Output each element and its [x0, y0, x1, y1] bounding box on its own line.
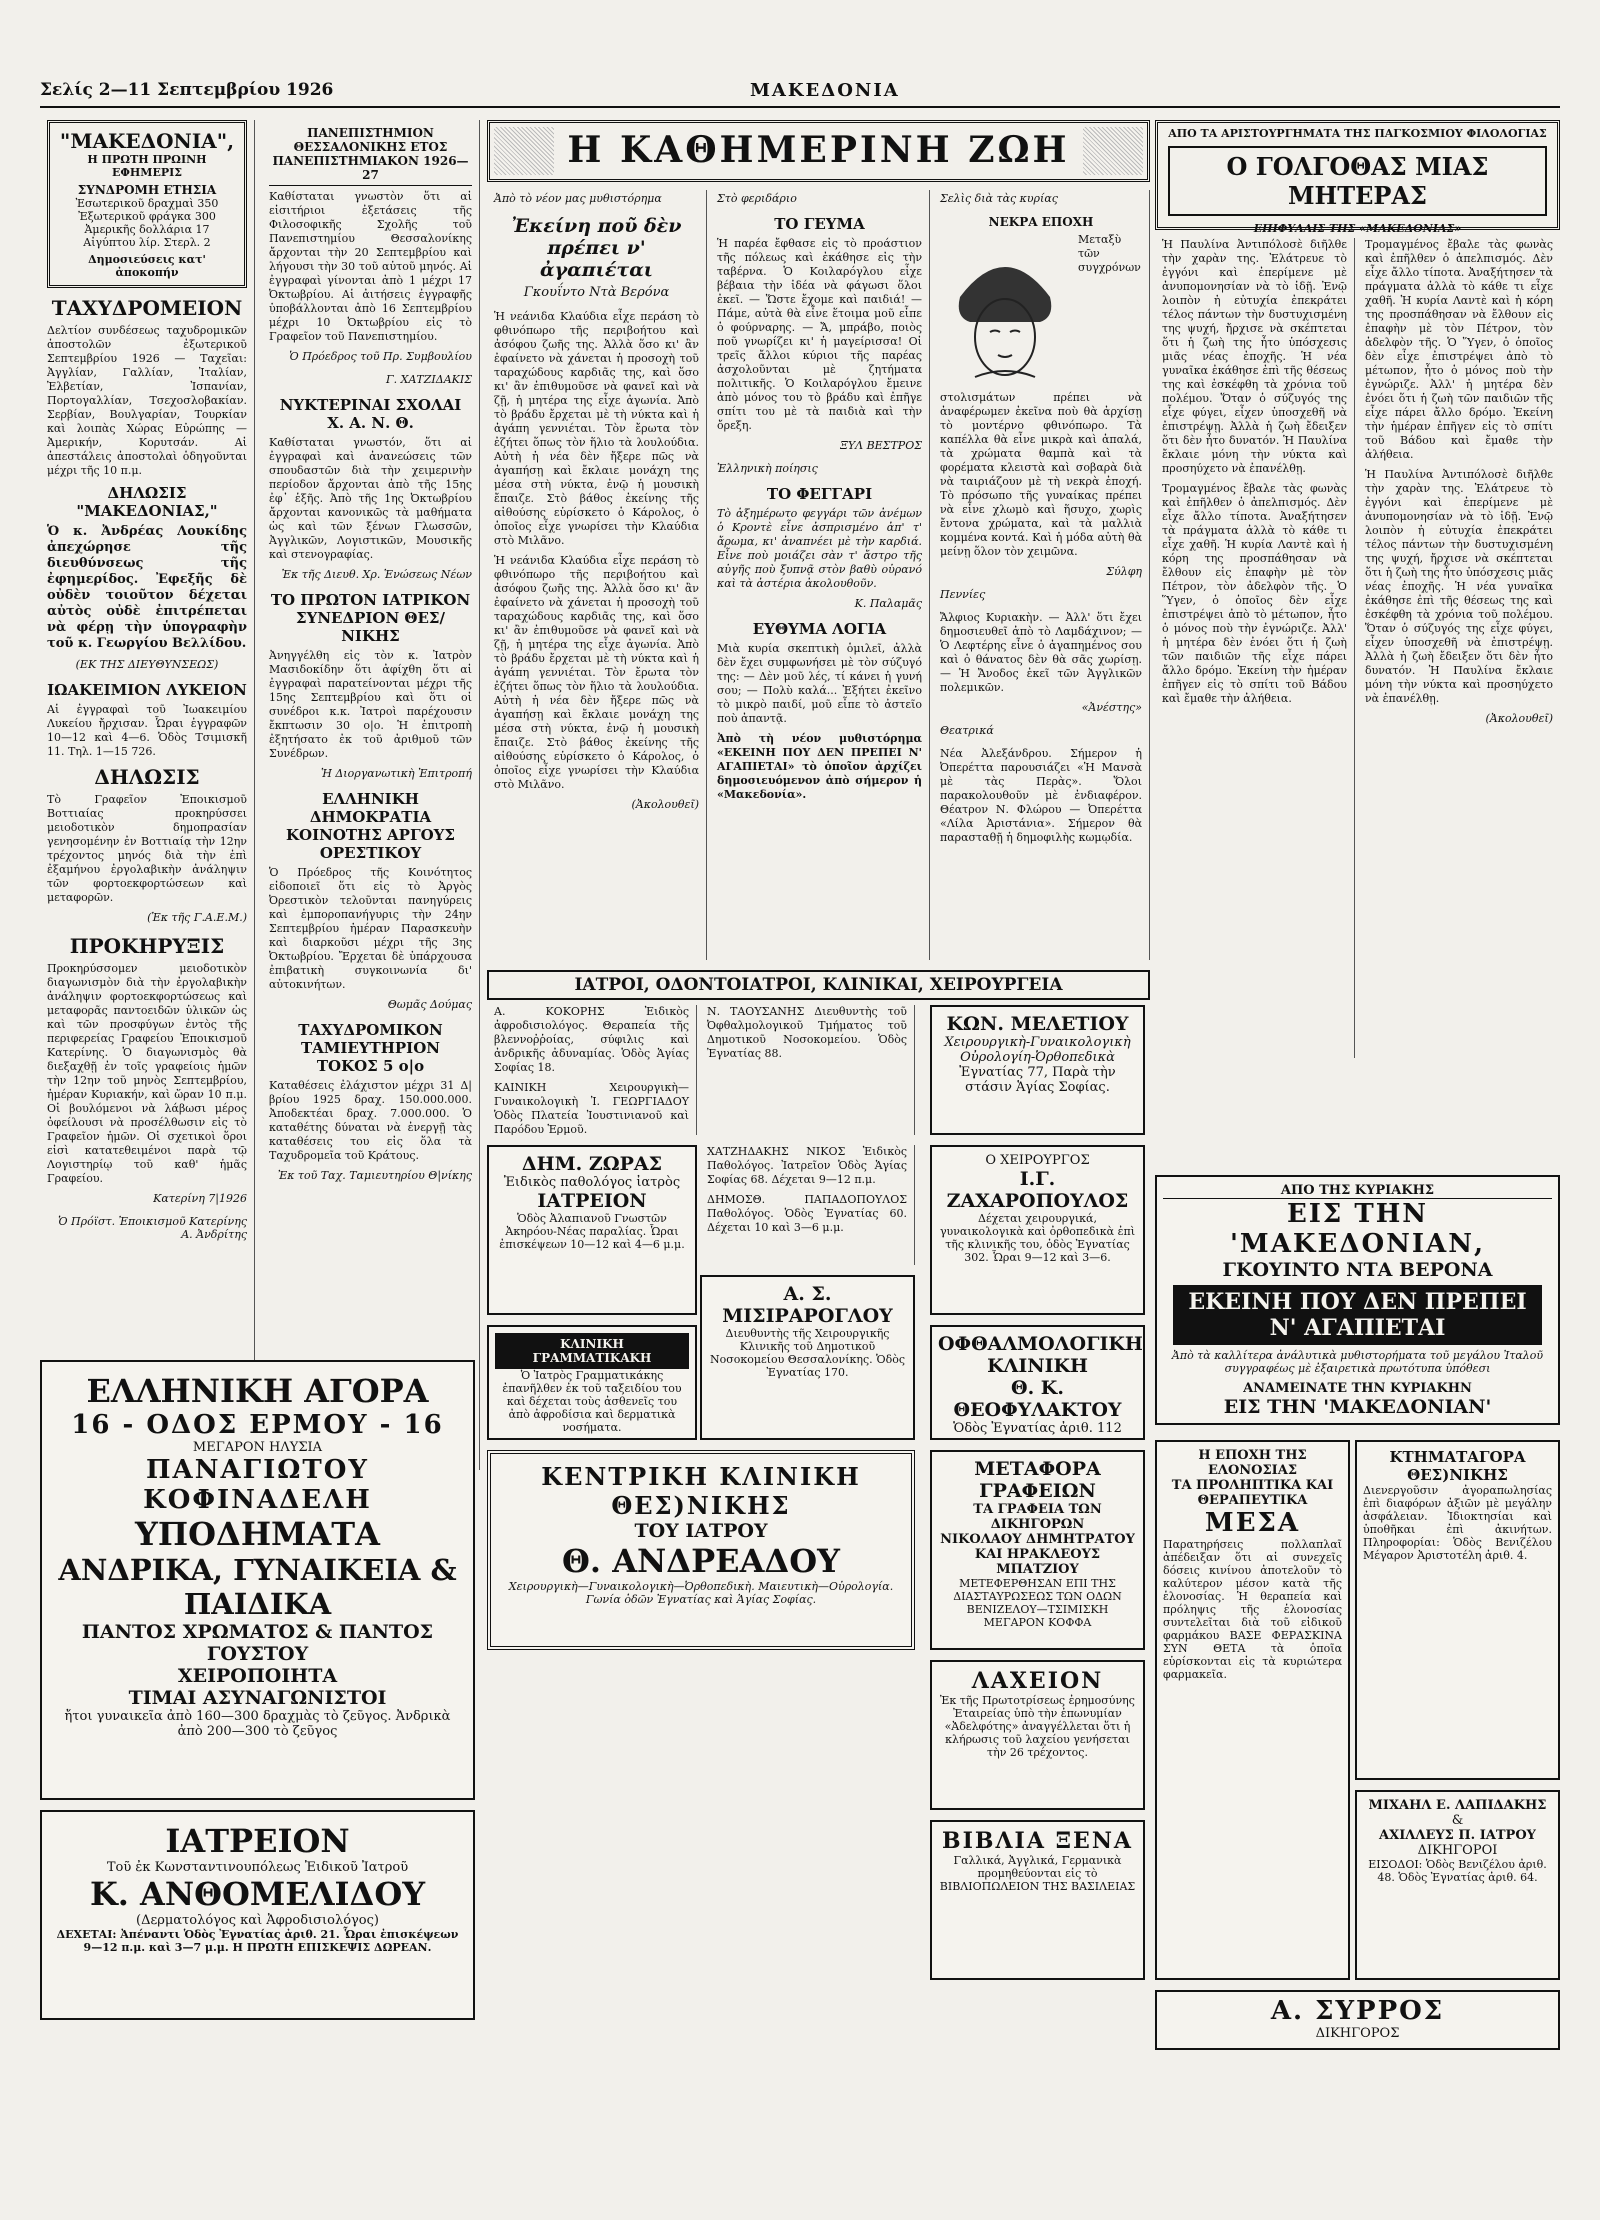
doc2: Ν. ΤΑΟΥΣΑΝΗΣ Διευθυντὴς τοῦ Ὀφθαλμολογικοῦ Τμήματος τοῦ Δημοτικοῦ Νοσοκομείου. Ὁδὸς Ἐγνατίας 88. [707, 1005, 907, 1060]
b-sig: ΞΥΛ ΒΕΣΤΡΟΣ [840, 439, 922, 452]
tok-sig: Ἐκ τοῦ Ταχ. Ταμιευτηρίου Θ|νίκης [277, 1169, 472, 1182]
prok-text: Προκηρύσσομεν μειοδοτικὸν διαγωνισμὸν διὰ τὴν ἐργολαβικὴν ἀνάληψιν φορτοεκφορτώσεως καὶ μεταφορᾶς παντοειδῶν ὑλικῶν ὡς καὶ τῶν προσφύγων ἐντὸς τῆς περιφερείας Γραφείου Ἐποικισμοῦ Κατερίνης. Ὁ διαγωνισμὸς θὰ διεξαχθῇ ἐν τοῖς γραφείοις ἡμῶν τὴν 12ην τοῦ μηνὸς Σεπτεμβρίου, ἡμέραν Κυριακήν, καὶ ὥραν 10 π.μ. Οἱ βουλόμενοι νὰ λάβωσι μέρος ὀφείλουσι νὰ προσέλθωσιν εἰς τὸ Γραφεῖον ἡμῶν. Οἱ σχετικοὶ ὅροι εἰσὶ κατατεθειμένοι παρὰ τῷ Λογιστηρίῳ τοῦ καθ' ἡμᾶς Γραφείου. [47, 962, 247, 1185]
agora-l4: ΠΑΝΑΓΙΩΤΟΥ ΚΟΦΙΝΑΔΕΛΗ [143, 1455, 372, 1515]
met-l4: ΜΕΤΕΦΕΡΘΗΣΑΝ ΕΠΙ ΤΗΣ ΔΙΑΣΤΑΥΡΩΣΕΩΣ ΤΩΝ ΟΔΩΝ ΒΕΝΙΖΕΛΟΥ—ΤΣΙΜΙΣΚΗ ΜΕΓΑΡΟΝ ΚΟΦΦΑ [953, 1577, 1122, 1629]
zacharopoulos-ad [930, 1145, 1145, 1315]
med-l1: Η ΕΠΟΧΗ ΤΗΣ ΕΛΟΝΟΣΙΑΣ [1198, 1448, 1307, 1478]
zoras-l3: ΙΑΤΡΕΙΟΝ [537, 1190, 647, 1212]
ktim-l2: Διενεργοῦσιν ἀγοραπωλησίας ἐπὶ διαφόρων ἀξιῶν μὲ μεγάλην ἀσφάλειαν. Ἰδιοκτησίαι καὶ ὑποθῆκαι ἐπὶ ἀκινήτων. Πληροφορίαι: Ὁδὸς Βενιζέλου Μέγαρον Ἀριστοτέλη ἀριθ. 4. [1363, 1484, 1552, 1562]
dilosis-title: ΔΗΛΩΣΙΣ "ΜΑΚΕΔΟΝΙΑΣ," [76, 484, 218, 520]
laxeion-ad [930, 1660, 1145, 1810]
verona-l1: ΑΠΟ ΤΗΣ ΚΥΡΙΑΚΗΣ [1163, 1183, 1552, 1199]
zach-l2: Ι.Γ. ΖΑΧΑΡΟΠΟΥΛΟΣ [946, 1168, 1129, 1212]
met-l2: ΤΑ ΓΡΑΦΕΙΑ ΤΩΝ ΔΙΚΗΓΟΡΩΝ [973, 1502, 1102, 1532]
mis-l2: Διευθυντὴς τῆς Χειρουργικῆς Κλινικῆς τοῦ Δημοτικοῦ Νοσοκομείου Θεσσαλονίκης. Ὁδὸς Ἐγνατίας 170. [709, 1327, 906, 1379]
lap-l1: ΜΙΧΑΗΛ Ε. ΛΑΠΙΔΑΚΗΣ [1368, 1798, 1547, 1813]
med-l3: ΜΕΣΑ [1204, 1508, 1301, 1538]
uni-date: Ὁ Πρόεδρος τοῦ Πρ. Συμβουλίου [289, 350, 472, 363]
lap-l3: ΑΧΙΛΛΕΥΣ Π. ΙΑΤΡΟΥ [1379, 1828, 1536, 1843]
doc1: Α. ΚΟΚΟΡΗΣ Ἐιδικὸς ἀφροδισιολόγος. Θεραπεία τῆς βλεννοῤῥοίας, σύφιλις καὶ ἀνδρικῆς ἀδυναμίας. Ὁδὸς Ἁγίας Σοφίας 18. [494, 1005, 689, 1074]
f-kicker: Πεννίες [940, 588, 986, 601]
post-title: ΤΑΧΥΔΡΟΜΕΙΟΝ [51, 296, 243, 320]
golgo-sub: ΕΠΙΦΥΛΛΙΣ ΤΗΣ «ΜΑΚΕΔΟΝΙΑΣ» [1253, 222, 1462, 235]
iatr-title: ΤΟ ΠΡΩΤΟΝ ΙΑΤΡΙΚΟΝ ΣΥΝΕΔΡΙΟΝ ΘΕΣ/ΝΙΚΗΣ [270, 591, 471, 645]
mel-l1: ΚΩΝ. ΜΕΛΕΤΙΟΥ [946, 1013, 1129, 1035]
night-sig: Ἐκ τῆς Διευθ. Χρ. Ἑνώσεως Νέων [281, 568, 472, 581]
vivl-l2: Γαλλικά, Ἀγγλικά, Γερμανικὰ προμηθεύονται εἰς τὸ ΒΙΒΛΙΟΠΩΛΕΙΟΝ ΤΗΣ ΒΑΣΙΛΕΙΑΣ [939, 1854, 1136, 1893]
tok-title: ΤΑΧΥΔΡΟΜΙΚΟΝ ΤΑΜΙΕΥΤΗΡΙΟΝ ΤΟΚΟΣ 5 ο|ο [298, 1021, 443, 1075]
ofth-l3: Ὁδὸς Ἐγνατίας ἀριθ. 112 [953, 1421, 1122, 1436]
g-kicker: Θεατρικά [940, 724, 994, 737]
night-text: Καθίσταται γνωστόν, ὅτι αἱ ἐγγραφαὶ καὶ ἀνανεώσεις τῶν σπουδαστῶν διὰ τὴν χειμερινὴν περίοδον ἄρχονται ἀπὸ τῆς 15ης ἐφ᾽ ἑξῆς. Ἀπὸ τῆς 1ης Ὀκτωβρίου ἄρχονται κανονικῶς τὰ μαθήματα ὡς καὶ τῶν ξένων Γλωσσῶν, Ἀγγλικῶν, Λογιστικῶν, Μουσικῆς καὶ στενογραφίας. [269, 436, 472, 561]
a-text-2: Ἡ νεάνιδα Κλαύδια εἶχε περάση τὸ φθινόπωρο τῆς περιβοήτου καὶ ἀσόφου ζωῆς της. Ἀλλὰ ὅσο κι' ἂν ἐφαίνετο νὰ χάνεται ἡ προσοχὴ τοῦ ταραχώδους καρδιᾶς της, καὶ ὅσο κι' ἂν ἐπιθυμοῦσε νὰ φανεῖ καὶ νὰ ζῇ, ἡ μητέρα της εἶχε ἀγωνία. Ἀπὸ τὸ βράδυ ἔρχεται μὲ τὴ νύκτα καὶ ἡ ἀγάπη γεννιέται. Τὸν ἔρωτα τὸν ἐζήτει ὅπως τὸν ἥλιο τὰ λουλούδια. Αὐτὴ ἡ νέα δὲν ἤξερε πῶς νὰ ἀγαπήσῃ καὶ ἔκλαιε μονάχη της μέσα στὴ νύκτα, ἐνῷ ἡ μουσικὴ ἔπαιζε. Στὸ βάθος ἐκείνης τῆς αἰθούσης εὑρίσκετο ὁ Κάρολος, ὁ ὁποῖος εἶχε γνωρίσει τὴν Κλαύδια στὸ Μιλᾶνο. [494, 554, 699, 791]
dilosis2-text: Τὸ Γραφεῖον Ἐποικισμοῦ Βοττιαίας προκηρύσσει μειοδοτικὸν δημοπρασίαν γενησομένην ἐν Βοττιαίᾳ τὴν 12ην τρέχοντος μηνός διὰ τὴν ἐπὶ ἐξαμήνου ἐργολαβικὴν ἀνάληψιν τῶν φορτοεκφορτώσεων καὶ μεταφορῶν. [47, 793, 247, 904]
mel-l3: Ἐγνατίας 77, Παρὰ τὴν στάσιν Ἁγίας Σοφίας. [959, 1065, 1116, 1095]
katz: ΧΑΤΖΗΔΑΚΗΣ ΝΙΚΟΣ Ἐιδικὸς Παθολόγος. Ἰατρεῖον Ὁδὸς Ἁγίας Σοφίας 68. Δέχεται 9—12 π.μ. [707, 1145, 907, 1186]
agora-l9: ΤΙΜΑΙ ΑΣΥΝΑΓΩΝΙΣΤΟΙ [128, 1687, 387, 1709]
agora-l3: ΜΕΓΑΡΟΝ ΗΛΥΣΙΑ [192, 1440, 323, 1455]
med-l4: Παρατηρήσεις πολλαπλαῖ ἀπέδειξαν ὅτι αἱ συνεχεῖς δόσεις κινίνου ἀποτελοῦν τὸ καλύτερον μέσον κατὰ τῆς ἑλονοσίας. Ἡ θεραπεία καὶ πρόληψις τῆς ἑλονοσίας συντελεῖται διὰ τοῦ εἰδικοῦ φαρμάκου ΒΑΣΕ ΦΕΡΑΣΚΙΝΑ ΣΥΝ ΘΕΤΑ τὰ ὁποῖα εὑρίσκονται εἰς τὰ κυριώτερα φαρμακεῖα. [1163, 1538, 1342, 1681]
column-2 [262, 120, 480, 1470]
vivl-l1: ΒΙΒΛΙΑ ΞΕΝΑ [942, 1828, 1133, 1854]
newspaper-name: ΜΑΚΕΔΟΝΙΑ [750, 80, 900, 101]
iatreion-ad [40, 1810, 475, 2020]
golgo-kicker: ΑΠΟ ΤΑ ΑΡΙΣΤΟΥΡΓΗΜΑΤΑ ΤΗΣ ΠΑΓΚΟΣΜΙΟΥ ΦΙΛΟΛΟΓΙΑΣ [1168, 127, 1547, 140]
golgo-title: Ο ΓΟΛΓΟΘΑΣ ΜΙΑΣ ΜΗΤΕΡΑΣ [1168, 146, 1547, 216]
doc-col-1 [487, 1005, 697, 1135]
lap-l2: & [1451, 1813, 1464, 1828]
lyceum-title: ΙΩΑΚΕΙΜΙΟΝ ΛΥΚΕΙΟΝ [47, 681, 247, 699]
dilosis-sig: (ΕΚ ΤΗΣ ΔΙΕΥΘΥΝΣΕΩΣ) [75, 658, 219, 671]
issue-date: Σελίς 2—11 Σεπτεμβρίου 1926 [40, 80, 334, 100]
uni-text: Καθίσταται γνωστὸν ὅτι αἱ εἰσιτήριοι ἐξετάσεις τῆς Φιλοσοφικῆς Σχολῆς τοῦ Πανεπιστημίου Θεσσαλονίκης ἄρχονται τὴν 20 Σεπτεμβρίου καὶ λήγουσι τὴν 30 τοῦ αὐτοῦ μηνός. Αἱ ἐγγραφαὶ γίνονται ἀπὸ 1 μέχρι 17 Ὀκτωβρίου. Αἱ ἀιτήσεις ἐγγραφῆς ὑποβάλλονται ἀπὸ 16 Σεπτεμβρίου μέχρι 10 Ὀκτωβρίου εἰς τὸ Γραφεῖον τοῦ Πανεπιστημίου. [269, 190, 472, 343]
golgo-text-1b: Τρομαγμένος ἔβαλε τὰς φωνὰς καὶ ἐπῆλθεν ὁ ἀπελπισμός. Δὲν εἶχε ἄλλο τίποτα. Ἀναξήτησεν τὰ πράγματα ἀλλὰ τὸ κάθε τι εἶχε χαθῆ. Ἡ κυρία Λαντὲ καὶ ἡ κόρη της προσπάθησαν νὰ ἔλθουν εἰς ἐπαφὴν μὲ τὸν Πέτρον, τὸν ἀδελφὸν τῆς. Ὁ Ὕγεν, ὁ ὁποῖος δὲν εἶχε ἐπιστρέψει ἀπὸ τὸ μέτωπον, ἦτο ὁ μόνος ποὺ τὴν ἐγνώριζε. Ἀλλ' ἡ μητέρα δὲν ἐνόει ὅτι ἡ ζωὴ τῶν παιδιῶν τῆς εἶχε πάρει ἄλλο δρόμο. Ἐκείνη τὴν ἡμέραν ἐπῆγεν εἰς τὸ σπίτι τοῦ Βάδου καὶ ἔμαθε τὴν ἀλήθεια. [1162, 482, 1347, 705]
sub-line: Ἀμερικῆς δολλάρια 17 [84, 223, 210, 236]
syr-l2: ΔΙΚΗΓΟΡΟΣ [1315, 2026, 1400, 2041]
prok-title: ΠΡΟΚΗΡΥΞΙΣ [69, 934, 225, 958]
agora-l2: 16 - ΟΔΟΣ ΕΡΜΟΥ - 16 [71, 1410, 444, 1440]
zoi-title: Η ΚΑΘΗΜΕΡΙΝΗ ΖΩΗ [567, 129, 1070, 171]
d-title: ΕΥΘΥΜΑ ΛΟΓΙΑ [752, 620, 887, 638]
mis-l1: Α. Σ. ΜΙΣΙΡΑΡΟΓΛΟΥ [722, 1283, 893, 1327]
ofth-ad [930, 1325, 1145, 1440]
vivlia-ad [930, 1820, 1145, 1980]
tok-text: Καταθέσεις ἐλάχιστον μέχρι 31 Δ|βρίου 1925 δραχ. 150.000.000. Ἀποδεκτέαι δραχ. 7.000.000. Ὁ καταθέτης δύναται νὰ ἐνεργῇ τὰς καταθέσεις του εἰς ὅλα τὰ Ταχυδρομεῖα τοῦ Κράτους. [269, 1079, 472, 1162]
c-kicker: Ἑλληνικὴ ποίησις [717, 462, 818, 475]
gram-ad [487, 1325, 697, 1440]
a-sig: (Ἀκολουθεῖ) [631, 798, 699, 811]
dilosis2-sig: (Ἐκ τῆς Γ.Α.Ε.Μ.) [147, 911, 247, 924]
meletiou-ad [930, 1005, 1145, 1135]
mel-l2: Χειρουργικὴ-Γυναικολογικὴ Οὐρολογίη-Ὀρθοπεδικὰ [944, 1035, 1131, 1065]
a-kicker: Ἀπὸ τὸ νέον μας μυθιστόρημα [494, 192, 662, 205]
c-sig: Κ. Παλαμᾶς [854, 597, 922, 610]
iatreion-l4: (Δερματολόγος καὶ Ἀφροδισιολόγος) [136, 1913, 379, 1928]
doctors-header [487, 970, 1150, 1000]
doc-header-text: ΙΑΤΡΟΙ, ΟΔΟΝΤΟΙΑΤΡΟΙ, ΚΛΙΝΙΚΑΙ, ΧΕΙΡΟΥΡΓΕΙΑ [574, 975, 1063, 995]
zoi-column-c [933, 190, 1150, 960]
zoi-column-a [487, 190, 707, 960]
iatreion-l3: Κ. ΑΝΘΟΜΕΛΙΔΟΥ [89, 1875, 426, 1913]
dilosis-text: Ὁ κ. Ἀνδρέας Λουκίδης ἀπεχώρησε τῆς διευθύνσεως τῆς ἐφημερίδος. Ἐφεξῆς δὲ οὐδὲν τοιοῦτον δέχεται αὐτὸς οὐδὲ ἐπιτρέπεται νὰ φέρῃ τὴν ὑπογραφὴν τοῦ κ. Γεωργίου Βελλίδου. [47, 524, 247, 651]
iatr-text: Ἀνηγγέλθη εἰς τὸν κ. Ἰατρὸν Μασιδοκίδην ὅτι ἀφίχθη ὅτι αἱ ἐγγραφαὶ παρατείνονται μέχρι τῆς 15ης Σεπτεμβρίου καὶ ὅτι οἱ συνέδροι κ.κ. Ἰατροὶ παρέχουσιν ἔκπτωσιν 30 ο|ο. Ἡ ἐπιτροπὴ ἐξητήσατο ἐκ τοῦ ἀριθμοῦ τῶν Συνέδρων. [269, 649, 472, 760]
e-kicker: Σελὶς διὰ τὰς κυρίας [940, 192, 1058, 205]
a-author: Γκουΐντο Ντὰ Βερόνα [523, 285, 670, 300]
d-text: Μιὰ κυρία σκεπτικὴ ὁμιλεῖ, ἀλλὰ δὲν ἔχει συμφωνήσει μὲ τὸν σύζυγό της: — Δὲν μοῦ λές, τί κάνει ἡ γυνή σου; — Πολὺ καλά... Ἐξήτει ἐκεῖνο τὸ μικρὸ παιδί, μοῦ εἶπε τὸ ἀστεῖο ποὺ ἀπαντᾷ. [717, 642, 922, 725]
doc3: ΚΑΙΝΙΚΗ Χειρουργικὴ—Γυναικολογικὴ Ἰ. ΓΕΩΡΓΙΑΔΟΥ Ὁδὸς Πλατεία Ἰουστινιανοῦ καὶ Παρόδου Ἑρμοῦ. [494, 1081, 689, 1135]
subscription-box [47, 120, 247, 288]
g-text: Νέα Ἀλεξάνδρου. Σήμερον ἡ Ὀπερέττα παρουσιάζει «Ἡ Μανσὰ μὲ τὰς Περὰς». Ὅλοι παρακολουθοῦν μὲ ἐνδιαφέρον. Θέατρον Ν. Φλώρου — Ὀπερέττα «Λίλα Ἀριστάνια». Σήμερον θὰ παρασταθῇ ἡ δημοφιλὴς κωμῳδία. [940, 747, 1142, 844]
gram-l2: Ὁ Ἰατρὸς Γραμματικάκης ἐπανῆλθεν ἐκ τοῦ ταξειδίου του καὶ δέχεται τοὺς ἀσθενεῖς του ἀπὸ ἀφροδίσια καὶ δερματικὰ νοσήματα. [502, 1369, 682, 1434]
zoras-l2: Ἐιδικὸς παθολόγος ἰατρὸς [503, 1175, 681, 1190]
sub-line: Ἐσωτερικοῦ δραχμαὶ 350 [75, 197, 219, 210]
uni-sig: Γ. ΧΑΤΖΙΔΑΚΙΣ [386, 373, 472, 386]
prok-sig: Ὁ Πρόϊστ. Ἐποικισμοῦ Κατερίνης Α. Ἀνδρίτης [58, 1215, 247, 1241]
syrros-ad [1155, 1990, 1560, 2050]
lax-l2: Ἐκ τῆς Πρωτοτρίσεως ἐρημοσύνης Ἐταιρείας ὑπὸ τὴν ἐπωνυμίαν «Ἀδελφότης» ἀναγγέλλεται ὅτι ἡ κλήρωσις τοῦ λαχείου γενήσεται τὴν 26 τρέχοντος. [940, 1694, 1135, 1759]
zach-l3: Δέχεται χειρουργικά, γυναικολογικὰ καὶ ὀρθοπεδικὰ ἐπὶ τῆς κλινικῆς του, ὁδὸς Ἐγνατίας 302. Ὧραι 9—12 καὶ 3—6. [939, 1212, 1136, 1264]
verona-l2: ΕΙΣ ΤΗΝ 'ΜΑΚΕΔΟΝΙΑΝ, [1229, 1199, 1486, 1259]
papa: ΔΗΜΟΣΘ. ΠΑΠΑΔΟΠΟΥΛΟΣ Παθολόγος. Ὁδὸς Ἐγνατίας 60. Δέχεται 10 καὶ 3—6 μ.μ. [707, 1193, 907, 1234]
agora-l7: ΠΑΝΤΟΣ ΧΡΩΜΑΤΟΣ & ΠΑΝΤΟΣ ΓΟΥΣΤΟΥ [81, 1621, 434, 1665]
lap-l5: ΕΙΣΟΔΟΙ: Ὁδὸς Βενιζέλου ἀριθ. 48. Ὁδὸς Ἐγνατίας ἀριθ. 64. [1368, 1858, 1547, 1884]
doc-col-mid [700, 1145, 915, 1265]
e-title: ΝΕΚΡΑ ΕΠΟΧΗ [988, 215, 1094, 229]
lax-l1: ΛΑΧΕΙΟΝ [971, 1668, 1104, 1694]
a-title: Ἐκείνη ποῦ δὲν πρέπει ν' ἀγαπιέται [511, 215, 682, 281]
column-1 [40, 120, 255, 1470]
ofth-l1: ΟΦΘΑΛΜΟΛΟΓΙΚΗ ΚΛΙΝΙΚΗ [938, 1333, 1143, 1377]
med-l2: ΤΑ ΠΡΟΛΗΠΤΙΚΑ ΚΑΙ ΘΕΡΑΠΕΥΤΙΚΑ [1171, 1478, 1334, 1508]
golgo-sig: (Ἀκολουθεῖ) [1485, 712, 1553, 725]
gram-l1: ΚΛΙΝΙΚΗ ΓΡΑΜΜΑΤΙΚΑΚΗ [495, 1333, 689, 1369]
dem-text: Ὁ Πρόεδρος τῆς Κοινότητος εἰδοποιεῖ ὅτι εἰς τὸ Ἀργὸς Ὀρεστικὸν τελοῦνται πανηγύρεις καὶ ἐμποροπανήγυρις τὴν 24ην Σεπτεμβρίου ἡμέραν Παρασκευὴν καὶ διαρκοῦσι μέχρι τῆς 3ης Ὀκτωβρίου. Ἔρχεται δὲ ὑπάρχουσα ἐπιβατικὴ συγκοινωνία δι' αὐτοκινήτων. [269, 866, 472, 991]
c-title: ΤΟ ΦΕΓΓΑΡΙ [766, 485, 873, 503]
syr-l1: Α. ΣΥΡΡΟΣ [1270, 1996, 1445, 2026]
elonosia-ad [1155, 1440, 1350, 1980]
sub-subtitle: Η ΠΡΩΤΗ ΠΡΩΙΝΗ ΕΦΗΜΕΡΙΣ [87, 153, 207, 179]
post-text: Δελτίον συνδέσεως ταχυδρομικῶν ἀποστολῶν ἐξωτερικοῦ Σεπτεμβρίου 1926 — Ταχεῖαι: Ἀγγλίαν, Γαλλίαν, Ἰταλίαν, Ἐλβετίαν, Ἰσπανίαν, Πορτογαλλίαν, Τσεχοσλοβακίαν. Σερβίαν, Βουλγαρίαν, Τουρκίαν καὶ λοιπὰς Χώρας Εὐρώπης — Ἀμερικήν, Κορυτσάν. Αἱ ἀπεστάλεις ἀποστολαὶ ὁδηγοῦνται μέχρι τῆς 10 π.μ. [47, 324, 247, 477]
golgo-text-1: Ἡ Παυλίνα Ἀντιπόλοσὲ διῆλθε τὴν χαρὰν της. Ἐλάτρευε τὸ ἐγγόνι καὶ ἐπερίμενε μὲ ἀνυπομονησίαν νὰ τὸ ἰδῇ. Ἐνῷ λοιπὸν ἡ εὐτυχία ἐπεκράτει τέλος πάντων τὴν δυστυχισμένη της ψυχή, ἤρχισε νὰ σκέπτεται ὅτι ἡ ζωὴ της ἦτο ὑπόσχεσις μιᾶς νέας ἐποχῆς. Ἡ νέα γυναῖκα ἐκάθησε ἐπὶ τῆς θέσεως της καὶ ἐσκέφθη τὰ χρόνια τοῦ πολέμου. Ὅταν ὁ σύζυγός της εἶχε φύγει, εἶχεν ὑποσχεθῆ νὰ ἐπιστρέψῃ. Ἀλλὰ ἡ ζωὴ ἔδειξεν ὅτι δὲν ἦτο δυνατόν. Ἡ Παυλίνα ἔκλαιε μόνη τὴν νύκτα καὶ προσηύχετο νὰ ἐπανέλθῃ. [1162, 238, 1347, 475]
b-text: Ἡ παρέα ἔφθασε εἰς τὸ προάστιον τῆς πόλεως καὶ ἐκάθησε εἰς τὴν ταβέρνα. Ὁ Κοιλαρόγλου εἶχε βέβαια τὴν ἰδέα νὰ φάγωσι ὅλοι ἐκεῖ. — Ὥστε ἔχομε καὶ παιδιά! — Πάμε, αὐτὰ θὰ εἶνε ἕτοιμα μοῦ εἶπε ὁ φούρναρης. — Ἄ, μπράβο, ποιὸς ποῦ γνωρίζει κι' ἡ μαγείρισσα! Οἱ τρεῖς ἄλλοι κύριοι τῆς παρέας ἀσχολοῦνται μὲ ζητήματα πολιτικῆς. Ὁ Κοιλαρόγλου ἔμεινε ἀπὸ μόνος του τὸ βράδυ καὶ ἐπῆγε σπίτι του μὲ τὰ παιδιὰ καὶ τὴν ὄρεξη. [717, 237, 922, 432]
met-l3: ΝΙΚΟΛΑΟΥ ΔΗΜΗΤΡΑΤΟΥ ΚΑΙ ΗΡΑΚΛΕΟΥΣ ΜΠΑΤΖΙΟΥ [940, 1532, 1135, 1577]
agora-l10: ἤτοι γυναικεῖα ἀπὸ 160—300 δραχμὰς τὸ ζεῦγος. Ἀνδρικὰ ἀπὸ 200—300 τὸ ζεῦγος [64, 1709, 451, 1739]
fashion-portrait-icon [940, 237, 1070, 387]
dem-sig: Θωμᾶς Δούμας [387, 998, 472, 1011]
zoi-column-b [710, 190, 930, 960]
golgo-column-2 [1358, 238, 1560, 1058]
klin-l2: ΤΟΥ ΙΑΤΡΟΥ [634, 1520, 768, 1542]
ktim-l1: ΚΤΗΜΑΤΑΓΟΡΑ ΘΕΣ)ΝΙΚΗΣ [1389, 1448, 1526, 1484]
ornament-left [494, 127, 554, 175]
zoras-ad [487, 1145, 697, 1315]
e-sig: Σύλφη [1106, 565, 1142, 578]
doc-col-2 [700, 1005, 915, 1135]
misirar-ad [700, 1275, 915, 1440]
f-sig: «Ἀνέστης» [1081, 701, 1142, 714]
agora-l1: ΕΛΛΗΝΙΚΗ ΑΓΟΡΑ [86, 1372, 429, 1410]
golgo-text-2b: Ἡ Παυλίνα Ἀντιπόλοσὲ διῆλθε τὴν χαρὰν της. Ἐλάτρευε τὸ ἐγγόνι καὶ ἐπερίμενε μὲ ἀνυπομονησίαν νὰ τὸ ἰδῇ. Ἐνῷ λοιπὸν ἡ εὐτυχία ἐπεκράτει τέλος πάντων τὴν δυστυχισμένη της ψυχή, ἤρχισε νὰ σκέπτεται ὅτι ἡ ζωὴ της ἦτο ὑπόσχεσις μιᾶς νέας ἐποχῆς. Ἡ νέα γυναῖκα ἐκάθησε ἐπὶ τῆς θέσεως της καὶ ἐσκέφθη τὰ χρόνια τοῦ πολέμου. Ὅταν ὁ σύζυγός της εἶχε φύγει, εἶχεν ὑποσχεθῆ νὰ ἐπιστρέψῃ. Ἀλλὰ ἡ ζωὴ ἔδειξεν ὅτι δὲν ἦτο δυνατόν. Ἡ Παυλίνα ἔκλαιε μόνη τὴν νύκτα καὶ προσηύχετο νὰ ἐπανέλθῃ. [1365, 468, 1553, 705]
golgo-header [1155, 120, 1560, 235]
e-text: Μεταξὺ τῶν συγχρόνων στολισμάτων πρέπει νὰ ἀναφέρωμεν ἐκεῖνα ποὺ θὰ ἀρχίσῃ τὸ μοντέρνο φθινόπωρο. Τὰ καπέλλα θὰ εἶνε μικρὰ καὶ ἁπαλά, τὰ χρώματα θαμπὰ καὶ τὰ φορέματα κλειστὰ καὶ σοβαρὰ διὰ νὰ ταιριάζουν μὲ τὴ νεκρὰ ἐποχή. Τὸ πρόσωπο τῆς γυναίκας πρέπει νὰ εἶνε χλωμὸ καὶ ἥσυχο, χωρὶς ἔντονα χρώματα, καὶ τὰ μαλλιὰ κομμένα κοντά. Καὶ ἡ μόδα αὐτὴ θὰ μείνῃ ὅλον τὸν χειμῶνα. [940, 233, 1142, 558]
klin-l1: ΚΕΝΤΡΙΚΗ ΚΛΙΝΙΚΗ ΘΕΣ)ΝΙΚΗΣ [541, 1462, 861, 1520]
b-kicker: Στὸ φεριδάριο [717, 192, 797, 205]
sub-line: Αἰγύπτου λίρ. Στερλ. 2 [83, 236, 211, 249]
ofth-l2: Θ. Κ. ΘΕΟΦΥΛΑΚΤΟΥ [953, 1377, 1122, 1421]
sub-footer: Δημοσιεύσεις κατ' ἀποκοπήν [88, 253, 206, 279]
iatreion-l1: ΙΑΤΡΕΙΟΝ [165, 1822, 350, 1860]
sub-heading: ΣΥΝΔΡΟΜΗ ΕΤΗΣΙΑ [77, 183, 217, 197]
sub-title: "ΜΑΚΕΔΟΝΙΑ", [59, 129, 235, 153]
ornament-right [1083, 127, 1143, 175]
met-l1: ΜΕΤΑΦΟΡΑ ΓΡΑΦΕΙΩΝ [974, 1458, 1101, 1502]
d-note: Ἀπὸ τὴ νέον μυθιστόρημα «ΕΚΕΙΝΗ ΠΟΥ ΔΕΝ ΠΡΕΠΕΙ Ν' ΑΓΑΠΙΕΤΑΙ» τὸ ὁποῖον ἀρχίζει δημοσιευόμενον ἀπὸ σήμερον ἡ «Μακεδονία». [717, 732, 922, 801]
kentriki-ad [487, 1450, 915, 1650]
iatreion-l5: ΔΕΧΕΤΑΙ: Ἀπέναντι Ὁδὸς Ἐγνατίας ἀριθ. 21. Ὧραι ἐπισκέψεων 9—12 π.μ. καὶ 3—7 μ.μ. Η ΠΡΩΤΗ ΕΠΙΣΚΕΨΙΣ ΔΩΡΕΑΝ. [56, 1928, 459, 1954]
f-text: Ἄλφιος Κυριακὴν. — Ἀλλ' ὅτι ἔχει δημοσιευθεῖ ἀπὸ τὸ Λαμδάχινον; — Ὁ Λεφτέρης εἶνε ὁ ἀγαπημένος σου καὶ ὁ θάνατος δὲν θὰ σᾶς χωρίσῃ. — Ἡ Ἄνοδος ἐκεῖ τῶν Ἀγγλικῶν πολεμικῶν. [940, 611, 1142, 694]
zach-l1: Ο ΧΕΙΡΟΥΡΓΟΣ [985, 1153, 1090, 1168]
verona-l4: ΕΚΕΙΝΗ ΠΟΥ ΔΕΝ ΠΡΕΠΕΙ Ν' ΑΓΑΠΙΕΤΑΙ [1173, 1285, 1542, 1345]
agora-l6: ΑΝΔΡΙΚΑ, ΓΥΝΑΙΚΕΙΑ & ΠΑΙΔΙΚΑ [58, 1553, 457, 1621]
sub-line: Ἐξωτερικοῦ φράγκα 300 [78, 210, 216, 223]
klin-l3: Θ. ΑΝΔΡΕΑΔΟΥ [562, 1542, 840, 1580]
dem-title: ΕΛΛΗΝΙΚΗ ΔΗΜΟΚΡΑΤΙΑ ΚΟΙΝΟΤΗΣ ΑΡΓΟΥΣ ΟΡΕΣΤΙΚΟΥ [285, 790, 455, 862]
zoi-header [487, 120, 1150, 182]
verona-l5: ΑΝΑΜΕΙΝΑΤΕ ΤΗΝ ΚΥΡΙΑΚΗΝ [1243, 1381, 1472, 1396]
verona-l6: ΕΙΣ ΤΗΝ 'ΜΑΚΕΔΟΝΙΑΝ' [1223, 1396, 1492, 1418]
iatreion-l2: Τοῦ ἐκ Κωνσταντινουπόλεως Ἐιδικοῦ Ἰατροῦ [106, 1860, 409, 1875]
klin-l4: Χειρουργικὴ—Γυναικολογικὴ—Ὀρθοπεδικὴ. Μαιευτικὴ—Οὐρολογία. Γωνία ὁδῶν Ἐγνατίας καὶ Ἁγίας Σοφίας. [508, 1580, 894, 1606]
b-title: ΤΟ ΓΕΥΜΑ [774, 215, 865, 233]
verona-ad [1155, 1175, 1560, 1425]
verona-l3: ΓΚΟΥΙΝΤΟ ΝΤΑ ΒΕΡΟΝΑ [1222, 1259, 1493, 1281]
prok-date: Κατερίνη 7|1926 [153, 1192, 247, 1205]
zoras-l1: ΔΗΜ. ΖΩΡΑΣ [521, 1153, 663, 1175]
dilosis2-title: ΔΗΛΩΣΙΣ [94, 765, 200, 789]
golgo-text-2: Τρομαγμένος ἔβαλε τὰς φωνὰς καὶ ἐπῆλθεν ὁ ἀπελπισμός. Δὲν εἶχε ἄλλο τίποτα. Ἀναξήτησεν τὰ πράγματα ἀλλὰ τὸ κάθε τι εἶχε χαθῆ. Ἡ κυρία Λαντὲ καὶ ἡ κόρη της προσπάθησαν νὰ ἔλθουν εἰς ἐπαφὴν μὲ τὸν Πέτρον, τὸν ἀδελφὸν τῆς. Ὁ Ὕγεν, ὁ ὁποῖος δὲν εἶχε ἐπιστρέψει ἀπὸ τὸ μέτωπον, ἦτο ὁ μόνος ποὺ τὴν ἐγνώριζε. Ἀλλ' ἡ μητέρα δὲν ἐνόει ὅτι ἡ ζωὴ τῶν παιδιῶν τῆς εἶχε πάρει ἄλλο δρόμο. Ἐκείνη τὴν ἡμέραν ἐπῆγεν εἰς τὸ σπίτι τοῦ Βάδου καὶ ἔμαθε τὴν ἀλήθεια. [1365, 238, 1553, 461]
uni-title: ΠΑΝΕΠΙΣΤΗΜΙΟΝ ΘΕΣΣΑΛΟΝΙΚΗΣ ΕΤΟΣ ΠΑΝΕΠΙΣΤΗΜΙΑΚΟΝ 1926—27 [269, 126, 472, 186]
ktim-ad [1355, 1440, 1560, 1780]
verona-note: Ἀπὸ τὰ καλλίτερα ἀνάλυτικὰ μυθιστορήματα τοῦ μεγάλου Ἰταλοῦ συγγραφέως μὲ ἐξαιρετικὰ πρωτότυπα ὑπόθεσι [1171, 1349, 1544, 1375]
golgo-column-1 [1155, 238, 1355, 1058]
a-text: Ἡ νεάνιδα Κλαύδια εἶχε περάση τὸ φθινόπωρο τῆς περιβοήτου καὶ ἀσόφου ζωῆς της. Ἀλλὰ ὅσο κι' ἂν ἐφαίνετο νὰ χάνεται ἡ προσοχὴ τοῦ ταραχώδους καρδιᾶς της, καὶ ὅσο κι' ἂν ἐπιθυμοῦσε νὰ φανεῖ καὶ νὰ ζῇ, ἡ μητέρα της εἶχε ἀγωνία. Ἀπὸ τὸ βράδυ ἔρχεται μὲ τὴ νύκτα καὶ ἡ ἀγάπη γεννιέται. Τὸν ἔρωτα τὸν ἐζήτει ὅπως τὸν ἥλιο τὰ λουλούδια. Αὐτὴ ἡ νέα δὲν ἤξερε πῶς νὰ ἀγαπήσῃ καὶ ἔκλαιε μονάχη της μέσα στὴ νύκτα, ἐνῷ ἡ μουσικὴ ἔπαιζε. Στὸ βάθος ἐκείνης τῆς αἰθούσης εὑρίσκετο ὁ Κάρολος, ὁ ὁποῖος εἶχε γνωρίσει τὴν Κλαύδια στὸ Μιλᾶνο. [494, 310, 699, 547]
c-text: Τὸ ἀξημέρωτο φεγγάρι τῶν ἀνέμων ὁ Κροντὲ εἶνε ἀσπρισμένο ἀπ' τ' ἄρωμα, κι' ἀναπνέει μὲ τὴν καρδιά. Εἶνε ποὺ μοιάζει σὰν τ' ἄστρο τῆς αὐγῆς ποὺ ξυπνᾷ στὸν βαθὺ οὐρανό καὶ τὰ ἀστέρια ἀκολουθοῦν. [717, 507, 922, 590]
agora-l8: ΧΕΙΡΟΠΟΙΗΤΑ [177, 1665, 338, 1687]
lap-l4: ΔΙΚΗΓΟΡΟΙ [1417, 1843, 1498, 1858]
lapidakis-ad [1355, 1790, 1560, 1980]
masthead [40, 80, 1560, 108]
lyceum-text: Αἱ ἐγγραφαὶ τοῦ Ἰωακειμίου Λυκείου ἤρχισαν. Ὧραι ἐγγραφῶν 10—12 καὶ 4—6. Ὁδὸς Τσιμισκῆ 11. Τηλ. 1—15 726. [47, 703, 247, 758]
metafora-ad [930, 1450, 1145, 1650]
agora-ad [40, 1360, 475, 1800]
zoras-l4: Ὁδὸς Ἀλαπιανοῦ Γνωστῶν Ἀκηρόου-Νέας παραλίας. Ὧραι ἐπισκέψεων 10—12 καὶ 4—6 μ.μ. [499, 1212, 685, 1251]
iatr-sig: Ἡ Διοργανωτικὴ Ἐπιτροπή [320, 767, 472, 780]
night-title: ΝΥΚΤΕΡΙΝΑΙ ΣΧΟΛΑΙ Χ. Α. Ν. Θ. [279, 396, 462, 432]
agora-l5: ΥΠΟΔΗΜΑΤΑ [135, 1515, 380, 1553]
